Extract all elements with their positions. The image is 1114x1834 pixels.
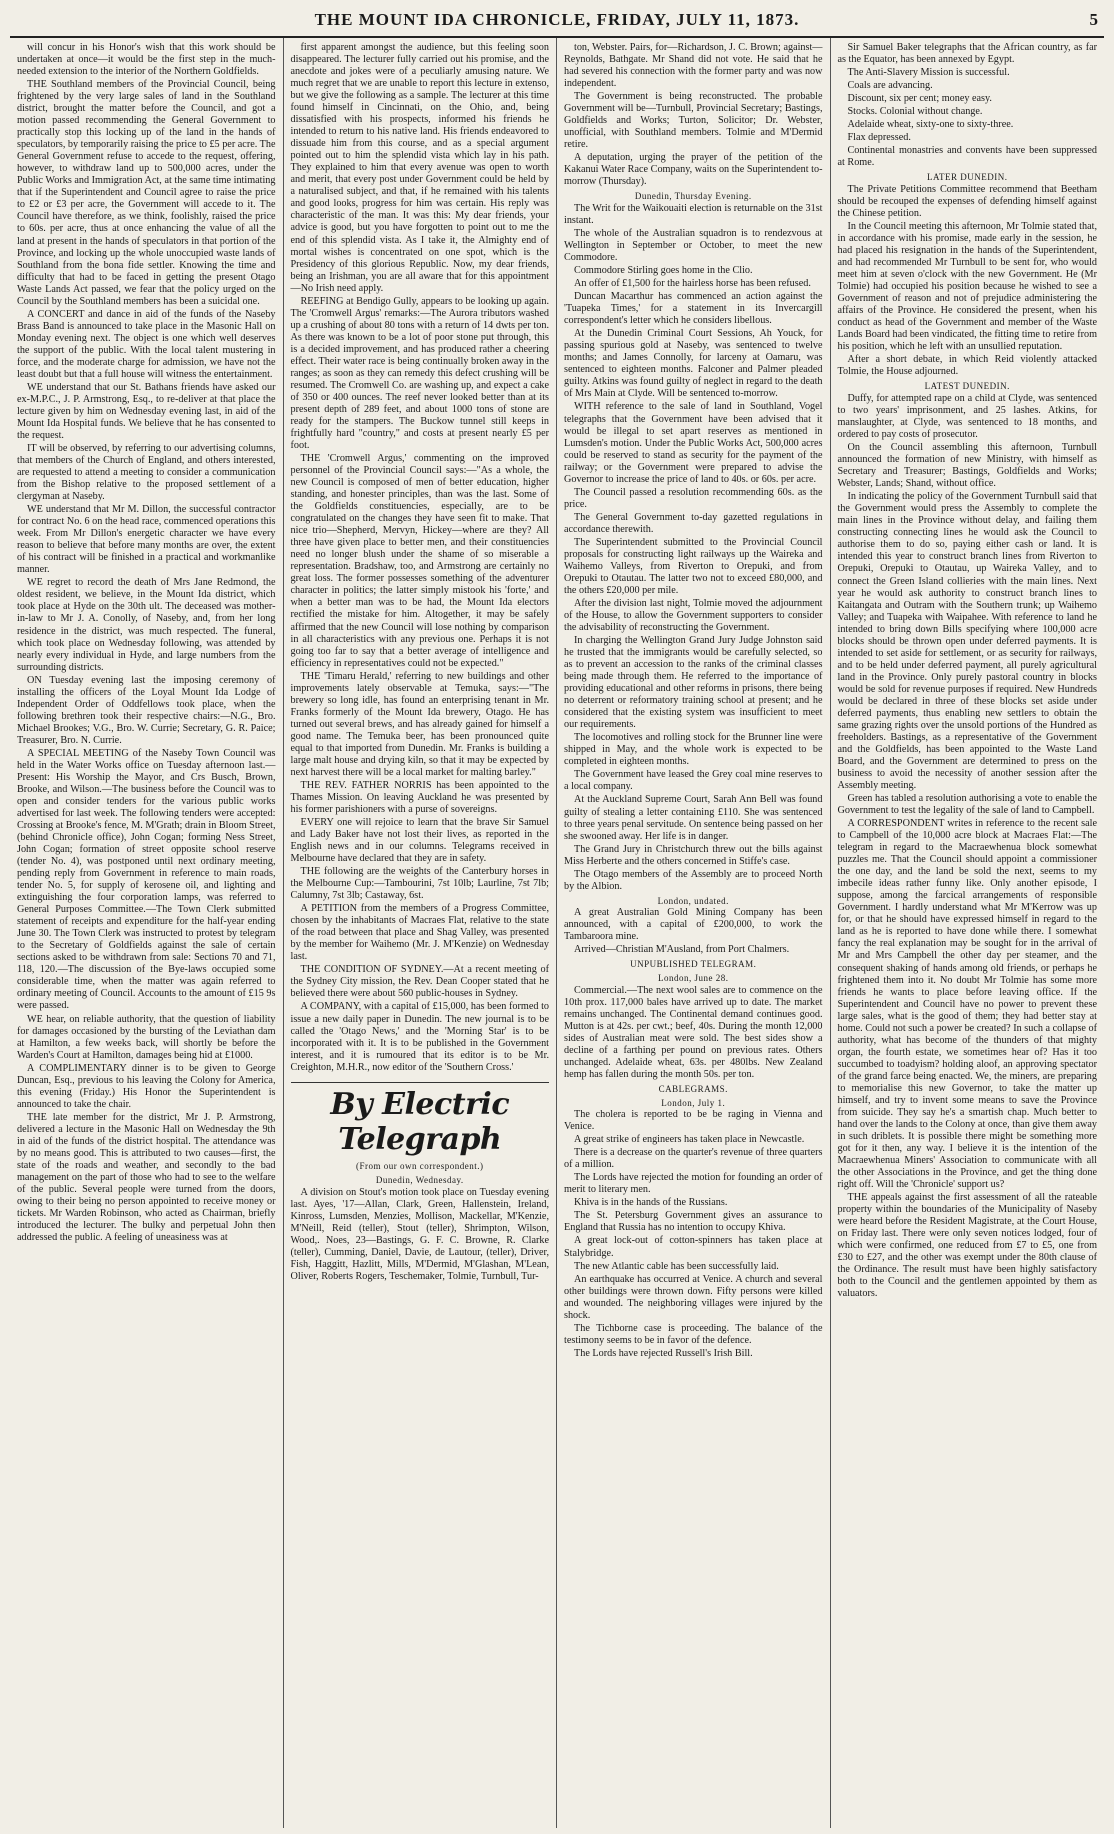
dateline: London, undated.: [657, 895, 729, 906]
article-paragraph: WE understand that Mr M. Dillon, the successful contractor for contract No. 6 on the head race, commenced operations this week. From Mr Dillon's energetic character we have every reason to believe that before many months are over, the extent of his contract will be finished in a practical and workmanlike manner.: [17, 504, 276, 576]
page-number: 5: [1089, 10, 1098, 29]
column-3: [557, 38, 831, 1828]
article-paragraph: WE regret to record the death of Mrs Jane Redmond, the oldest resident, we believe, in the Mount Ida district, which took place at Hyde on the 30th ult. The deceased was mother-in-law to Mr J. A. Conolly, of Naseby, and, from her long residence in the district, was much respected. The funeral, which took place on Wednesday following, was attended by nearly every individual in Hyde, and large numbers from the surrounding districts.: [17, 577, 276, 673]
article-paragraph: The Government is being reconstructed. The probable Government will be—Turnbull, Provincial Secretary; Bastings, Goldfields and Works; Turton, Solicitor; Dr. Webster, unofficial, with Southland members. Tolmie and M'Dermid retire.: [564, 91, 823, 151]
article-paragraph: The Writ for the Waikouaiti election is returnable on the 31st instant.: [564, 202, 823, 227]
article-paragraph: At the Dunedin Criminal Court Sessions, Ah Youck, for passing spurious gold at Naseby, was sentenced to twelve months; and James Connolly, for larceny at Oamaru, was sentenced to eighteen months. Falconer and Palmer pleaded guilty. Atkins was found guilty of neglect in regard to the death of Mrs Main at Clyde. Will be sentenced to-morrow.: [564, 328, 823, 400]
article-paragraph: A CONCERT and dance in aid of the funds of the Naseby Brass Band is announced to take place in the Masonic Hall on Monday evening next. The object is one which well deserves the support of the public. With the local talent mustering in force, and the moderate charge for admission, we have not the least doubt but that a full house will witness the entertainment.: [17, 308, 276, 380]
article-paragraph: Duffy, for attempted rape on a child at Clyde, was sentenced to two years' imprisonment, and 25 lashes. Atkins, for manslaughter, at Clyde, was sentenced to 18 months, and ordered to pay costs of prosecutor.: [837, 393, 1097, 441]
article-paragraph: In the Council meeting this afternoon, Mr Tolmie stated that, in accordance with his promise, made early in the session, he had placed his resignation in the hands of the Superintendent, and had recommended Mr Turnbull to be sent for, who would meet him at seven o'clock with the new Government. He (Mr Tolmie) had occupied his position because he wished to see a Government of reason and not of prejudice administering the affairs of the Province. He considered the present, when his conduct as head of the Government and member of the Waste Lands Board had been vindicated, the fitting time to retire from his position, which he left with an unsullied reputation.: [837, 221, 1097, 353]
article-paragraph: ON Tuesday evening last the imposing ceremony of installing the officers of the Loyal Mount Ida Lodge of Independent Order of Oddfellows took place, when the following brethren took their respective chairs:—N.G., Bro. Michael Brookes; V.G., Bro. W. Currie; Secretary, G. R. Paice; Treasurer, Bro. N. Currie.: [17, 674, 276, 746]
column-1: [10, 38, 284, 1828]
article-paragraph: A SPECIAL MEETING of the Naseby Town Council was held in the Water Works office on Tuesday afternoon last.—Present: His Worship the Mayor, and Crs Busch, Brown, Brooke, and Wilson.—The business before the Council was to open and consider tenders for the various public works advertised for last week. The following tenders were accepted: Crossing at Brooke's fence, M. M'Grath; drain in Bloom Street, (behind Chronicle office), John Cogan; forming Ness Street, John Cogan; formation of street opposite school reserve (tender No. 4), was postponed until next ordinary meeting, pending reply from Government in reference to main roads, tender No. 5, for supply of kerosene oil, and lighting and extinguishing the four corporation lamps, was referred to General Purposes Committee.—The Town Clerk submitted statement of receipts and expenditure for the half-year ending June 30. The Town Clerk was instructed to protest by telegram to the Secretary of Goldfields against the sale of certain sections asked to be withdrawn from sale: Sections 70 and 71, 118, 120.—The discussion of the Bye-laws occupied some considerable time, when the matter was again referred to ordinary meeting of Council. Accounts to the amount of £15 9s were passed.: [17, 747, 276, 1012]
article-paragraph: THE 'Timaru Herald,' referring to new buildings and other improvements lately observable at Temuka, says:—"The brewery so long idle, has found an enterprising tenant in Mr. Franks formerly of the Mount Ida brewery, Otago. He has turned out several brews, and has already gained for himself a good name. The Temuka beer, has been pronounced quite equal to that imported from Dunedin. Mr. Franks is building a large malt house and drying kiln, so that it may be expected by next harvest there will be a local market for malting barley.": [290, 670, 549, 778]
article-paragraph: A great Australian Gold Mining Company has been announced, with a capital of £200,000, to work the Tambaroora mine.: [564, 907, 823, 943]
article-paragraph: Flax depressed.: [847, 132, 911, 144]
article-paragraph: Duncan Macarthur has commenced an action against the 'Tuapeka Times,' for a statement in its Invercargill correspondent's letter which he considers libellous.: [564, 291, 823, 327]
article-paragraph: EVERY one will rejoice to learn that the brave Sir Samuel and Lady Baker have not lost their lives, as reported in the English news and in our columns. Telegrams received in Melbourne have declared that they are in safety.: [290, 817, 549, 865]
article-paragraph: Adelaide wheat, sixty-one to sixty-three.: [847, 119, 1014, 131]
article-paragraph: After the division last night, Tolmie moved the adjournment of the House, to allow the Government supporters to consider the advisability of reconstructing the Government.: [564, 597, 823, 634]
article-paragraph: Coals are advancing.: [847, 80, 933, 92]
article-paragraph: The Government have leased the Grey coal mine reserves to a local company.: [564, 769, 823, 793]
article-paragraph: An offer of £1,500 for the hairless horse has been refused.: [574, 278, 811, 290]
article-paragraph: THE 'Cromwell Argus,' commenting on the improved personnel of the Provincial Council says:—"As a whole, the new Council is composed of men of better education, higher standing, and honester principles, than was the last. Some of the Goldfields constituencies, especially, are to be congratulated on the changes they have seen fit to make. That nice trio—Shepherd, Mervyn, Hickey—where are they? All three have given place to better men, and their constituencies need no longer blush under the shame of so miserable a representation. Bradshaw, too, and Armstrong are certainly no great loss. The former possesses something of the adventurer character in politics; the latter simply mistook his 'forte,' and when a better man was to be had, the Mount Ida electors rectified the mistake for him. Altogether, it may be safely affirmed that the new Council will lose nothing by comparison in all characteristics with any previous one. Perhaps it is not going too far to say that a better average of intelligence and efficiency in representatives could not be expected.": [290, 453, 549, 669]
newspaper-title: THE MOUNT IDA CHRONICLE, FRIDAY, JULY 11, 1873.: [314, 10, 800, 29]
article-paragraph: Arrived—Christian M'Ausland, from Port Chalmers.: [574, 944, 790, 956]
article-paragraph: A great lock-out of cotton-spinners has taken place at Stalybridge.: [564, 1235, 823, 1259]
article-paragraph: A division on Stout's motion took place on Tuesday evening last. Ayes, '17—Allan, Clark, Green, Hallenstein, Ireland, Kinross, Lumsden, Menzies, Mollison, Mackellar, M'Kenzie, M'Neill, Reid (teller), Stout (teller), Shrimpton, Wilson, Wood,. Noes, 23—Bastings, G. F. C. Browne, R. Clarke (teller), Cumming, Daniel, Davie, de Lautour, (teller), Driver, Fish, Haggitt, Hazlitt, Mills, M'Dermid, M'Glashan, M'Lean, Oliver, Roberts Rogers, Teschemaker, Tolmie, Turnbull, Tur-: [290, 1186, 549, 1282]
article-paragraph: The General Government to-day gazetted regulations in accordance therewith.: [564, 511, 823, 535]
article-paragraph: WE understand that our St. Bathans friends have asked our ex-M.P.C., J. P. Armstrong, Esq., to re-deliver at that place the lecture given by him on Wednesday evening last, in aid of the Mount Ida Hospital funds. We believe that he has consented to the request.: [17, 381, 276, 441]
article-paragraph: WITH reference to the sale of land in Southland, Vogel telegraphs that the Government have been advised that it would be illegal to set apart reserves as mentioned in Lumsden's motion. Under the Public Works Act, 500,000 acres could be reserved to stand as security for the payment of the railway; or the Government were prepared to advise the Governor to increase the price of land to 40s. or 60s. per acre.: [564, 401, 823, 485]
article-paragraph: The Lords have rejected the motion for founding an order of merit to literary men.: [564, 1172, 823, 1196]
article-paragraph: Khiva is in the hands of the Russians.: [574, 1197, 728, 1209]
section-banner: By Electric Telegraph: [291, 1082, 550, 1158]
article-paragraph: Commodore Stirling goes home in the Clio.: [574, 265, 753, 277]
article-paragraph: REEFING at Bendigo Gully, appears to be looking up again. The 'Cromwell Argus' remarks:—The Aurora tributors washed up a crushing of about 80 tons with a return of 14 dwts per ton. As there was known to be a lot of poor stone put through, this is a decided improvement, and has produced rather a cheering effect. Their water race is being continually broken away in the ranges; as soon as they can remedy this defect crushing will be resumed. The Cromwell Co. are washing up, and expect a cake of 350 or 400 ounces. The reef never looked better than at its present depth of 289 feet, and about 1000 tons of stone are ready for the stampers. The Buckow tunnel still keeps in frightfully hard "country," and costs at present nearly £5 per foot.: [290, 295, 549, 452]
article-paragraph: ton, Webster. Pairs, for—Richardson, J. C. Brown; against—Reynolds, Bathgate. Mr Shand did not vote. He said that he had severed his connection with the former party and was now independent.: [564, 42, 823, 90]
masthead: [10, 6, 1104, 38]
dateline: London, June 28.: [658, 973, 729, 984]
article-columns: [10, 38, 1104, 1828]
article-paragraph: The Tichborne case is proceeding. The balance of the testimony seems to be in favor of the defence.: [564, 1322, 823, 1346]
article-paragraph: In charging the Wellington Grand Jury Judge Johnston said he trusted that the immigrants would be carefully selected, so as to prevent an accession to the ranks of the criminal classes being made through them. He referred to the importance of providing educational and other reforms in prisons, there being no deterrent or reformatory training school at present; and he considered that the existing system was insufficient to meet our requirements.: [564, 635, 823, 731]
article-paragraph: After a short debate, in which Reid violently attacked Tolmie, the House adjourned.: [837, 354, 1097, 378]
article-paragraph: A COMPLIMENTARY dinner is to be given to George Duncan, Esq., previous to his leaving the Colony for America, this evening (Friday.) His Honor the Superintendent is announced to take the chair.: [17, 1062, 276, 1110]
article-paragraph: The Otago members of the Assembly are to proceed North by the Albion.: [564, 868, 823, 892]
article-paragraph: Sir Samuel Baker telegraphs that the African country, as far as the Equator, has been annexed by Egypt.: [837, 42, 1097, 66]
article-paragraph: Discount, six per cent; money easy.: [847, 93, 992, 105]
article-paragraph: On the Council assembling this afternoon, Turnbull announced the formation of new Ministry, with himself as Secretary and Treasurer; Bastings, Goldfields and Works; Webster, Lands; Shand, without office.: [837, 442, 1097, 490]
section-heading: CABLEGRAMS.: [658, 1083, 728, 1094]
article-paragraph: Stocks. Colonial without change.: [847, 106, 983, 118]
section-heading: UNPUBLISHED TELEGRAM.: [630, 959, 757, 970]
article-paragraph: The new Atlantic cable has been successfully laid.: [574, 1260, 779, 1272]
article-paragraph: An earthquake has occurred at Venice. A church and several other buildings were thrown down. Fifty persons were killed and wounded. The neighboring villages were injured by the shock.: [564, 1273, 823, 1321]
article-paragraph: The whole of the Australian squadron is to rendezvous at Wellington in September or October, to meet the new Commodore.: [564, 228, 823, 264]
section-heading: LATER DUNEDIN.: [927, 172, 1008, 183]
article-paragraph: The cholera is reported to be be raging in Vienna and Venice.: [564, 1109, 823, 1133]
article-paragraph: A great strike of engineers has taken place in Newcastle.: [574, 1134, 805, 1146]
article-paragraph: The Council passed a resolution recommending 60s. as the price.: [564, 486, 823, 510]
article-paragraph: The Anti-Slavery Mission is successful.: [847, 67, 1010, 79]
article-paragraph: THE appeals against the first assessment of all the rateable property within the boundaries of the Municipality of Naseby were heard before the Resident Magistrate, at the Court House, on Friday last. There were only seven notices lodged, four of which were confirmed, one reduced from £7 to £5, one from £30 to £27, and the other was exempt under the 80th clause of the Ordinance. The result must have been highly satisfactory both to the Council and the gentlemen appointed by them as valuators.: [837, 1192, 1097, 1300]
article-paragraph: The Superintendent submitted to the Provincial Council proposals for constructing light railways up the Waireka and Waihemo Valleys, from Riverton to Orepuki, and from Orepuki to Otautau. The latter two not to exceed £80,000, and the others £20,000 per mile.: [564, 536, 823, 596]
article-paragraph: THE CONDITION OF SYDNEY.—At a recent meeting of the Sydney City mission, the Rev. Dean Cooper stated that he believed there were about 560 public-houses in Sydney.: [290, 964, 549, 1000]
article-paragraph: A COMPANY, with a capital of £15,000, has been formed to issue a new daily paper in Dunedin. The new journal is to be called the 'Otago News,' and the 'Morning Star' is to be incorporated with it. It is to be published in the Government interest, and it is rumoured that its editor is to be Mr. Creighton, M.H.R., now editor of the 'Southern Cross.': [290, 1001, 549, 1073]
article-paragraph: The Lords have rejected Russell's Irish Bill.: [574, 1347, 753, 1359]
article-paragraph: THE following are the weights of the Canterbury horses in the Melbourne Cup:—Tambourini, 7st 10lb; Laurline, 7st 7lb; Calumny, 7st 3lb; Castaway, 6st.: [290, 866, 549, 902]
dateline: Dunedin, Wednesday.: [375, 1175, 464, 1186]
article-paragraph: The St. Petersburg Government gives an assurance to England that Russia has no intention to occupy Khiva.: [564, 1210, 823, 1234]
article-paragraph: In indicating the policy of the Government Turnbull said that the Government would press the Assembly to complete the main lines in the Province without delay, and failing them constructing connecting lines he would ask the Council to authorise them to do so, paying either cash or land. It is intended this year to construct branch lines from Riverton to Orepuki, Orepuki to Otautau, up Waireka Valley, and to connect the Green Island collieries with the main lines. Next year he would ask authority to construct branch lines to Kaitangata and Outram with the Southern trunk; up Waihemo Valley; and Tuapeka with Waipahee. With reference to land he intended to bring down Bills specifying where 100,000 acre blocks should be thrown open under deferred payments. It is intended to set aside for settlement, or as security for railways, and to be held under deferred payment, all purely agricultural land in the Province. Only purely pastoral country in blocks would be sold for revenue purposes if required. New Hundreds would be declared in three of these blocks set aside under deferred payments, thus enabling new settlers to obtain the same grazing rights over the unsold portions of the Hundred as freeholders. Bastings, as a representative of the Government and the Goldfields, has been appointed to the Waste Land Board, and the Government are determined to press on the business to avoid the necessity of another session after the Assembly meeting.: [837, 491, 1097, 792]
article-paragraph: The locomotives and rolling stock for the Brunner line were shipped in May, and the whole work is expected to be completed in eighteen months.: [564, 732, 823, 768]
article-paragraph: THE REV. FATHER NORRIS has been appointed to the Thames Mission. On leaving Auckland he was presented by his former parishioners with a purse of sovereigns.: [290, 779, 549, 815]
article-paragraph: THE Southland members of the Provincial Council, being frightened by the very large sales of land in the Southland district, brought the matter before the Council, and got a motion passed recommending the General Government to practically stop this locking up of the land in the hands of speculators, by temporarily raising the price to £5 per acre. The General Government refuse to accede to the request, offering, however, to withdraw land up to 500,000 acres, under the Public Works and Immigration Act, at the same time intimating that if the Superintendent and Council agree to raise the price to £2 or £3 per acre, the Government will accede to it. The Council have therefore, as we think, foolishly, raised the price to 60s. per acre, thus at once enhancing the value of all the land at present in the hands of speculators in that portion of the Province, and locking up the whole unoccupied waste lands of Southland from the bona fide settler. Knowing the time and difficulty that had to be faced in getting the present Otago Waste Lands Act passed, we fear that the policy urged on the Council by the Southland members has been a suicidal one.: [17, 79, 276, 307]
article-paragraph: At the Auckland Supreme Court, Sarah Ann Bell was found guilty of stealing a letter containing £110. She was sentenced to three years penal servitude. On sentence being passed on her she swooned away. Her life is in danger.: [564, 794, 823, 842]
dateline: Dunedin, Thursday Evening.: [634, 191, 752, 202]
column-2: [284, 38, 558, 1828]
article-paragraph: Commercial.—The next wool sales are to commence on the 10th prox. 117,000 bales have arrived up to date. The market remains unchanged. The Continental demand continues good. Mutton is at 42s. per cwt.; beef, 40s. During the month 12,000 sides of Australian meat were sold. The best sides show a decline of a farthing per pound on previous rates. Others unchanged. Adelaide wheat, 63s. per 480lbs. New Zealand hemp has fallen during the month 50s. per ton.: [564, 984, 823, 1080]
dateline: (From our own correspondent.): [356, 1161, 484, 1172]
article-paragraph: There is a decrease on the quarter's revenue of three quarters of a million.: [564, 1147, 823, 1171]
article-paragraph: A PETITION from the members of a Progress Committee, chosen by the inhabitants of Macraes Flat, relative to the state of the road between that place and Shag Valley, was presented by the member for Waihemo (Mr. J. M'Kenzie) on Wednesday last.: [290, 903, 549, 963]
article-paragraph: The Private Petitions Committee recommend that Beetham should be recouped the expenses of defending himself against the Chinese petition.: [837, 183, 1097, 219]
article-paragraph: THE late member for the district, Mr J. P. Armstrong, delivered a lecture in the Masonic Hall on Wednesday the 9th in aid of the funds of the district hospital. The attendance was by no means good. This is attributed to two causes—first, the state of the roads and weather, and secondly to the bad management on the part of those who had to see to the welfare of the public. Several people were turned from the doors, owing to their being no person appointed to receive money or tickets. Mr Warden Robinson, who acted as Chairman, briefly introduced the lecturer. The bulky and perpetual John then addressed the public. A feeling of uneasiness was at: [17, 1111, 276, 1244]
article-paragraph: Continental monastries and convents have been suppressed at Rome.: [837, 145, 1097, 169]
section-heading: LATEST DUNEDIN.: [924, 381, 1010, 392]
article-paragraph: WE hear, on reliable authority, that the question of liability for damages occasioned by the bursting of the Leviathan dam at Hamilton, a few weeks back, will shortly be before the Warden's Court at Hamilton, damages being hid at £1000.: [17, 1013, 276, 1061]
article-paragraph: A CORRESPONDENT writes in reference to the recent sale to Campbell of the 10,000 acre block at Macraes Flat:—The telegram in regard to the Macraewhenua block somewhat puzzles me. That the Council should appoint a commissioner the one day, and the land be sold the next, seems to my imbecile ideas rather funny like. Only another episode, I suppose, among the farcical arrangements of responsible Government. I hardly understand what Mr M'Kerrow was up for, or that he should have expressed himself in regard to the land as he is reported to have done while there. I somewhat fancy the real explanation may be sought for in the arrival of Mr and Mrs Campbell the other day per steamer, and the consequent shaking of hands among old friends, or perhaps he frightened them into it. No doubt Mr Tolmie has some more friends he wants to place before leaving office. If the Superintendent and Council have no power to prevent these large sales, what is the good of them; they had better stay at home. Could not such a power be created? In such a collapse of authority, what has become of the thunders of that mighty organ, the fourth estate, we sometimes hear of? Has it too succumbed to toadyism? holding aloof, an approving spectator of the grand farce being enacted. We, the miners, are preparing to memorialise this new Governor, to take the matter up himself, and try to invent some means to save the Province from suicide. They say he's a smartish chap. Much better to hand over the lands to the Colony at once, than give them away in such driblets. It is possible there might be something more got for it then, any way. I believe it is the intention of the Macraewhenua Miners' Association to communicate with all the other Associations in the Province, and get the thing done right off. Will the 'Chronicle' support us?: [837, 818, 1097, 1191]
article-paragraph: A deputation, urging the prayer of the petition of the Kakanui Water Race Company, waits on the Superintendent to-morrow (Thursday).: [564, 152, 823, 188]
article-paragraph: will concur in his Honor's wish that this work should be undertaken at once—it would be the first step in the much-needed extension to the interior of the Northern Goldfields.: [17, 42, 276, 78]
article-paragraph: first apparent amongst the audience, but this feeling soon disappeared. The lecturer fully carried out his promise, and the anecdote and jokes were of a peculiarly amusing nature. We much regret that we are unable to report this lecture in extenso, but we give the following as a sample. The lecturer at this time found himself in Cincinnati, on the Ohio, and, being dissatisfied with his prospects, informed his friends he intended to return to his native land. His friends endeavored to dissuade him from this course, and as a special argument pointed out to him the splendid vista which lay in his path. They explained to him that every avenue was open to worth and merit, that every post under Government could be held by a naturalised subject, and that, if he remained with his talents and good looks, progress for him was certain. His reply was characteristic of the man. It was this: My dear friends, your advice is good, but you have forgotten to point out to me the end of this splendid vista. As I take it, the Almighty end of mortal wishes is concentrated on one spot, which is the Presidency of this glorious Republic. Now, my dear friends, being an Irishman, you are all aware that for this appointment—No Irish need apply.: [290, 42, 549, 294]
article-paragraph: IT will be observed, by referring to our advertising columns, that members of the Church of England, and others interested, are requested to attend a meeting to consider a communication from the Bishop relative to the proposed settlement of a clergyman at Naseby.: [17, 443, 276, 503]
dateline: London, July 1.: [661, 1097, 726, 1108]
article-paragraph: The Grand Jury in Christchurch threw out the bills against Miss Herberte and the others concerned in Stiffe's case.: [564, 843, 823, 867]
column-4: [831, 38, 1105, 1828]
article-paragraph: Green has tabled a resolution authorising a vote to enable the Government to test the legality of the sale of land to Campbell.: [837, 793, 1097, 817]
